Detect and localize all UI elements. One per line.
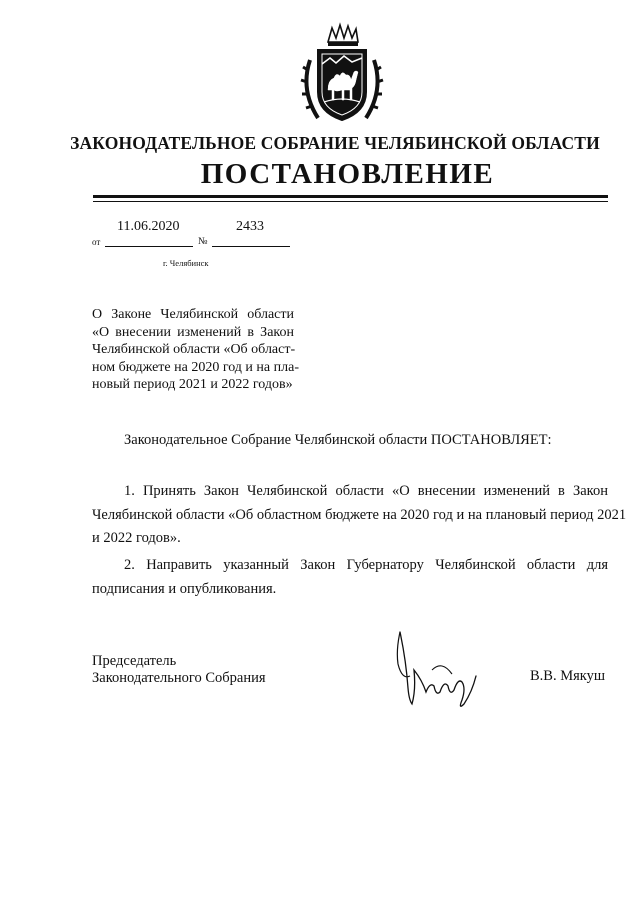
signer-title-line-2: Законодательного Собрания <box>92 670 266 686</box>
document-number: 2433 <box>236 219 264 234</box>
organization-name: ЗАКОНОДАТЕЛЬНОЕ СОБРАНИЕ ЧЕЛЯБИНСКОЙ ОБЛАСТИ <box>70 133 600 153</box>
date-prefix-label: от <box>92 237 101 247</box>
subject-line: Челябинской области «Об област- <box>92 342 296 357</box>
document-date: 11.06.2020 <box>117 219 180 234</box>
subject-line: «О внесении изменений в Закон <box>92 324 294 340</box>
item-line: подписания и опубликования. <box>92 580 277 597</box>
document-subject <box>92 306 299 394</box>
resolution-item-2 <box>92 554 608 601</box>
subject-line: новый период 2021 и 2022 годов» <box>92 377 293 392</box>
header-rule-thick <box>93 195 608 198</box>
header-rule-thin <box>93 201 608 202</box>
subject-line: О Законе Челябинской области <box>92 307 294 322</box>
item-line: и 2022 годов». <box>92 530 181 546</box>
resolution-intro: Законодательное Собрание Челябинской области ПОСТАНОВЛЯЕТ: <box>124 432 552 448</box>
signer-title <box>92 653 266 687</box>
city-label: г. Челябинск <box>163 258 209 268</box>
item-line: Челябинской области «Об областном бюджете на 2020 год и на плановый период 2021 <box>92 506 627 523</box>
subject-line: ном бюджете на 2020 год и на пла- <box>92 359 299 375</box>
item-line: 1. Принять Закон Челябинской области «О внесении изменений в Закон <box>124 483 608 499</box>
resolution-item-1 <box>92 480 627 551</box>
signer-name: В.В. Мякуш <box>530 668 606 684</box>
number-prefix-label: № <box>198 236 208 247</box>
document-type-title: ПОСТАНОВЛЕНИЕ <box>200 158 495 190</box>
signer-title-line-1: Председатель <box>92 653 177 669</box>
date-underline <box>105 246 193 247</box>
item-line: 2. Направить указанный Закон Губернатору Челябинской области для <box>124 557 608 573</box>
handwritten-signature <box>392 630 487 712</box>
coat-of-arms-emblem <box>298 20 386 130</box>
number-underline <box>212 246 290 247</box>
